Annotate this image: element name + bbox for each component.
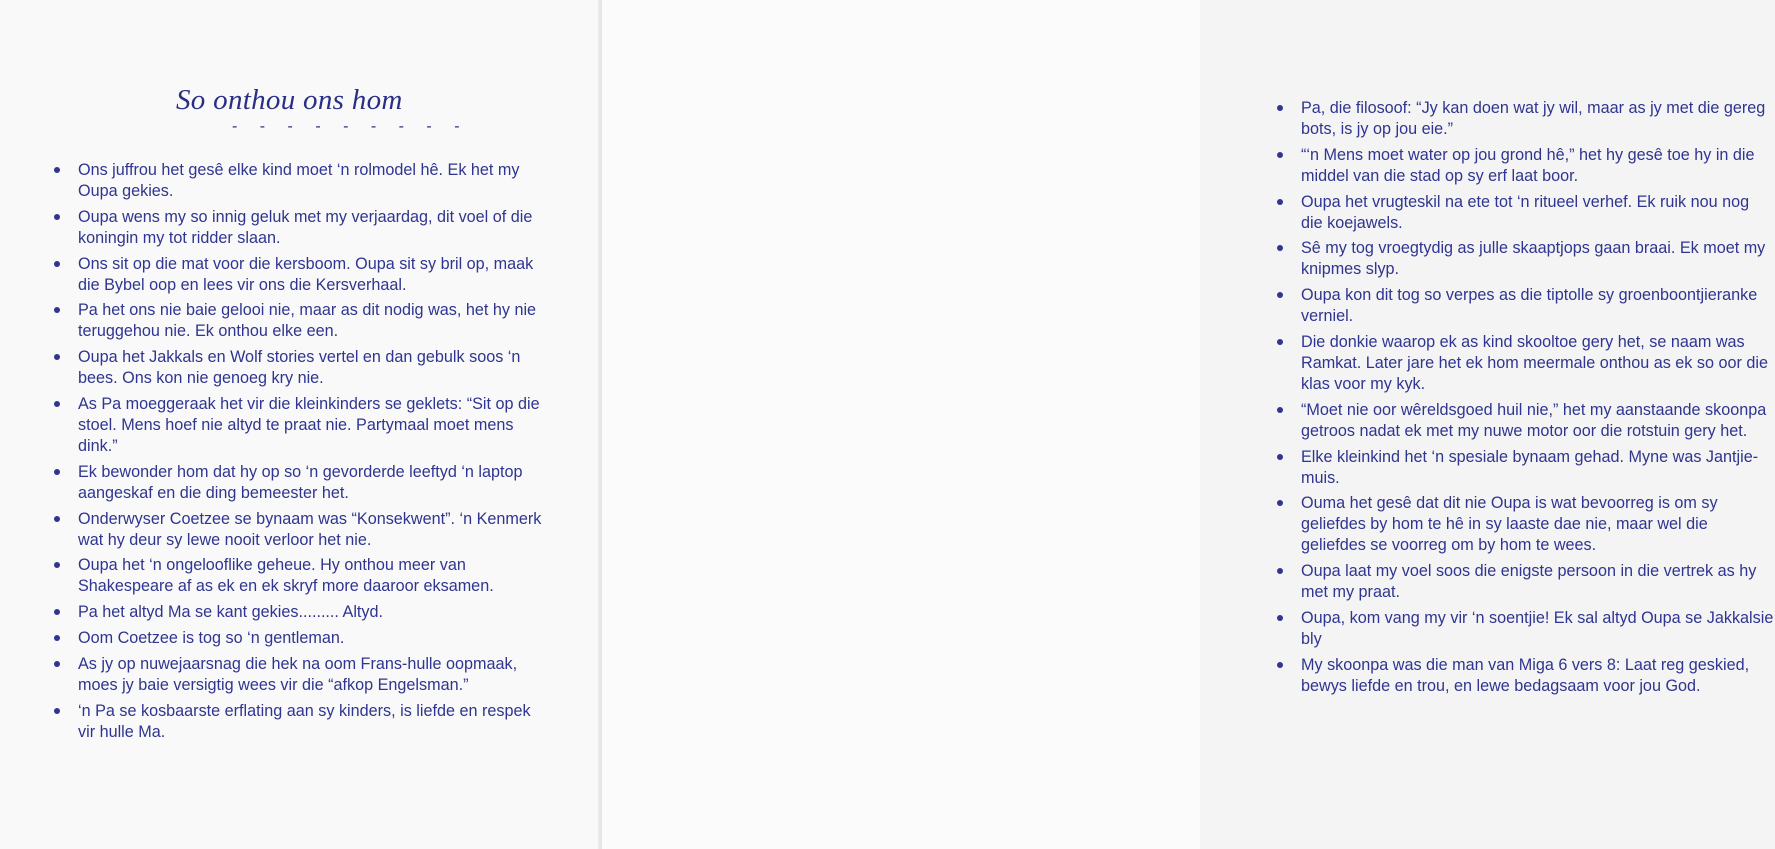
list-item-text: ‘n Pa se kosbaarste erflating aan sy kinders, is liefde en respek vir hulle Ma. bbox=[78, 701, 531, 741]
bullet-icon bbox=[1277, 245, 1283, 251]
left-page bbox=[0, 0, 602, 849]
list-item-text: My skoonpa was die man van Miga 6 vers 8: Laat reg geskied, bewys liefde en trou, en lewe bedagsaam voor jou God. bbox=[1301, 655, 1750, 695]
list-item bbox=[1275, 285, 1775, 327]
list-item-text: Oom Coetzee is tog so ‘n gentleman. bbox=[78, 628, 345, 647]
bullet-icon bbox=[54, 661, 60, 667]
list-item bbox=[52, 509, 552, 551]
bullet-icon bbox=[54, 469, 60, 475]
list-item-text: Oupa, kom vang my vir ‘n soentjie! Ek sal altyd Oupa se Jakkalsie bly bbox=[1301, 608, 1774, 648]
bullet-icon bbox=[54, 635, 60, 641]
list-item bbox=[1275, 447, 1775, 489]
bullet-icon bbox=[1277, 568, 1283, 574]
list-item bbox=[52, 394, 552, 457]
list-item bbox=[52, 300, 552, 342]
bullet-icon bbox=[54, 261, 60, 267]
list-item-text: Oupa het ‘n ongelooflike geheue. Hy onthou meer van Shakespeare af as ek en ek skryf more daaroor eksamen. bbox=[78, 556, 494, 596]
list-item bbox=[52, 602, 552, 623]
bullet-icon bbox=[1277, 662, 1283, 668]
list-item bbox=[1275, 238, 1775, 280]
list-item-text: Ons sit op die mat voor die kersboom. Oupa sit sy bril op, maak die Bybel oop en lees vir ons die Kersverhaal. bbox=[78, 254, 534, 294]
list-item bbox=[1275, 98, 1775, 140]
list-item bbox=[52, 701, 552, 743]
list-item-text: Oupa laat my voel soos die enigste persoon in die vertrek as hy met my praat. bbox=[1301, 562, 1757, 602]
bullet-icon bbox=[54, 609, 60, 615]
list-item-text: Oupa het vrugteskil na ete tot ‘n ritueel verhef. Ek ruik nou nog die koejawels. bbox=[1301, 192, 1750, 232]
list-item-text: Sê my tog vroegtydig as julle skaaptjops gaan braai. Ek moet my knipmes slyp. bbox=[1301, 239, 1766, 279]
list-item-text: Onderwyser Coetzee se bynaam was “Konsekwent”. ‘n Kenmerk wat hy deur sy lewe nooit verloor het nie. bbox=[78, 509, 542, 549]
bullet-icon bbox=[54, 708, 60, 714]
list-item bbox=[1275, 400, 1775, 442]
bullet-icon bbox=[1277, 152, 1283, 158]
list-item-text: Oupa kon dit tog so verpes as die tiptolle sy groenboontjieranke verniel. bbox=[1301, 286, 1758, 326]
list-item-text: As jy op nuwejaarsnag die hek na oom Frans-hulle oopmaak, moes jy baie versigtig wees vir die “afkop Engelsman.” bbox=[78, 654, 518, 694]
list-item bbox=[52, 555, 552, 597]
list-item-text: Ouma het gesê dat dit nie Oupa is wat bevoorreg is om sy geliefdes by hom te hê in sy laaste dae nie, maar wel die geliefdes se voorreg om by hom te wees. bbox=[1301, 494, 1718, 555]
bullet-icon bbox=[1277, 199, 1283, 205]
bullet-icon bbox=[54, 516, 60, 522]
list-item-text: Pa het ons nie baie gelooi nie, maar as dit nodig was, het hy nie teruggehou nie. Ek onthou elke een. bbox=[78, 301, 537, 341]
bullet-icon bbox=[1277, 615, 1283, 621]
title-divider: - - - - - - - - - bbox=[232, 118, 469, 135]
list-item bbox=[52, 160, 552, 202]
list-item-text: Pa het altyd Ma se kant gekies......... Altyd. bbox=[78, 603, 384, 622]
list-item-text: Oupa wens my so innig geluk met my verjaardag, dit voel of die koningin my tot ridder slaan. bbox=[78, 207, 533, 247]
list-item bbox=[52, 207, 552, 249]
bullet-icon bbox=[54, 167, 60, 173]
list-item bbox=[1275, 608, 1775, 650]
bullet-icon bbox=[1277, 454, 1283, 460]
list-item-text: Die donkie waarop ek as kind skooltoe gery het, se naam was Ramkat. Later jare het ek hom meermale onthou as ek so oor die klas voor my kyk. bbox=[1301, 332, 1768, 393]
page-title: So onthou ons hom bbox=[176, 84, 403, 116]
list-item bbox=[1275, 145, 1775, 187]
list-item bbox=[1275, 493, 1775, 556]
list-item-text: Pa, die filosoof: “Jy kan doen wat jy wil, maar as jy met die gereg bots, is jy op jou eie.” bbox=[1301, 99, 1766, 138]
memories-list-left bbox=[52, 160, 552, 747]
bullet-icon bbox=[54, 214, 60, 220]
memories-list-right bbox=[1275, 98, 1775, 702]
list-item bbox=[1275, 192, 1775, 234]
list-item-text: “Moet nie oor wêreldsgoed huil nie,” het my aanstaande skoonpa getroos nadat ek met my nuwe motor oor die rotstuin gery het. bbox=[1301, 400, 1767, 440]
bullet-icon bbox=[1277, 105, 1283, 111]
list-item-text: Ek bewonder hom dat hy op so ‘n gevorderde leeftyd ‘n laptop aangeskaf en die ding bemeester het. bbox=[78, 462, 523, 502]
bullet-icon bbox=[54, 307, 60, 313]
bullet-icon bbox=[1277, 407, 1283, 413]
list-item bbox=[1275, 332, 1775, 395]
list-item bbox=[52, 654, 552, 696]
list-item bbox=[1275, 561, 1775, 603]
list-item-text: As Pa moeggeraak het vir die kleinkinders se geklets: “Sit op die stoel. Mens hoef nie altyd te praat nie. Partymaal moet mens dink.” bbox=[78, 394, 540, 455]
bullet-icon bbox=[54, 562, 60, 568]
bullet-icon bbox=[54, 354, 60, 360]
list-item bbox=[52, 462, 552, 504]
list-item-text: Ons juffrou het gesê elke kind moet ‘n rolmodel hê. Ek het my Oupa gekies. bbox=[78, 161, 520, 200]
list-item bbox=[52, 628, 552, 649]
list-item bbox=[1275, 655, 1775, 697]
right-page bbox=[602, 0, 1774, 849]
list-item bbox=[52, 254, 552, 296]
list-item-text: Elke kleinkind het ‘n spesiale bynaam gehad. Myne was Jantjie-muis. bbox=[1301, 447, 1759, 487]
bullet-icon bbox=[54, 401, 60, 407]
bullet-icon bbox=[1277, 292, 1283, 298]
list-item-text: Oupa het Jakkals en Wolf stories vertel en dan gebulk soos ‘n bees. Ons kon nie genoeg kry nie. bbox=[78, 348, 521, 388]
list-item bbox=[52, 347, 552, 389]
bullet-icon bbox=[1277, 500, 1283, 506]
list-item-text: “‘n Mens moet water op jou grond hê,” het hy gesê toe hy in die middel van die stad op sy erf laat boor. bbox=[1301, 145, 1755, 185]
bullet-icon bbox=[1277, 339, 1283, 345]
